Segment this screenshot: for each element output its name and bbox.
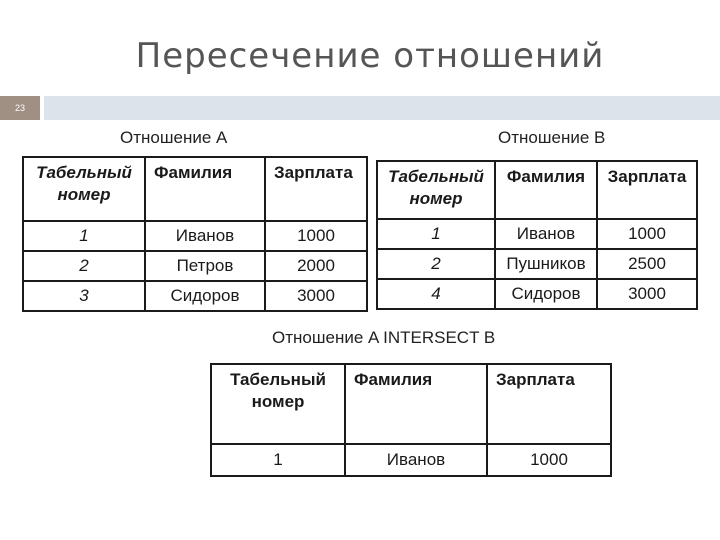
table-row — [23, 251, 367, 281]
column-header: Зарплата — [597, 161, 697, 219]
table-cell: Иванов — [495, 219, 597, 249]
table-cell: Иванов — [145, 221, 265, 251]
column-header: Табельный номер — [211, 364, 345, 444]
column-header: Фамилия — [345, 364, 487, 444]
table-cell: 1000 — [265, 221, 367, 251]
table-cell: 1000 — [487, 444, 611, 476]
column-header: Табельный номер — [23, 157, 145, 221]
table-cell: 3000 — [597, 279, 697, 309]
column-header: Табельный номер — [377, 161, 495, 219]
table-row — [377, 249, 697, 279]
column-header: Фамилия — [495, 161, 597, 219]
slide-title: Пересечение отношений — [135, 36, 605, 76]
table-cell: Петров — [145, 251, 265, 281]
table-row — [23, 281, 367, 311]
table-cell: 1 — [377, 219, 495, 249]
table-cell: 3 — [23, 281, 145, 311]
slide-number: 23 — [0, 96, 40, 120]
table-cell: 2 — [377, 249, 495, 279]
intersect-caption: Отношение A INTERSECT B — [272, 328, 496, 347]
table-cell: 3000 — [265, 281, 367, 311]
title-rule-bar — [44, 96, 720, 120]
column-header: Фамилия — [145, 157, 265, 221]
table-cell: Пушников — [495, 249, 597, 279]
table-cell: 1 — [211, 444, 345, 476]
table-row — [377, 279, 697, 309]
intersect-table — [210, 363, 612, 477]
table-cell: 1000 — [597, 219, 697, 249]
relation-b-caption: Отношение В — [498, 128, 606, 147]
table-header-row — [211, 364, 611, 444]
table-row — [211, 444, 611, 476]
table-cell: Сидоров — [145, 281, 265, 311]
relation-a-caption: Отношение А — [120, 128, 228, 147]
relation-b-table — [376, 160, 698, 310]
column-header: Зарплата — [265, 157, 367, 221]
table-cell: 2 — [23, 251, 145, 281]
table-cell: Сидоров — [495, 279, 597, 309]
table-cell: 2500 — [597, 249, 697, 279]
table-header-row — [377, 161, 697, 219]
column-header: Зарплата — [487, 364, 611, 444]
table-row — [23, 221, 367, 251]
table-cell: Иванов — [345, 444, 487, 476]
relation-a-table — [22, 156, 368, 312]
table-cell: 1 — [23, 221, 145, 251]
table-row — [377, 219, 697, 249]
table-cell: 2000 — [265, 251, 367, 281]
table-header-row — [23, 157, 367, 221]
table-cell: 4 — [377, 279, 495, 309]
